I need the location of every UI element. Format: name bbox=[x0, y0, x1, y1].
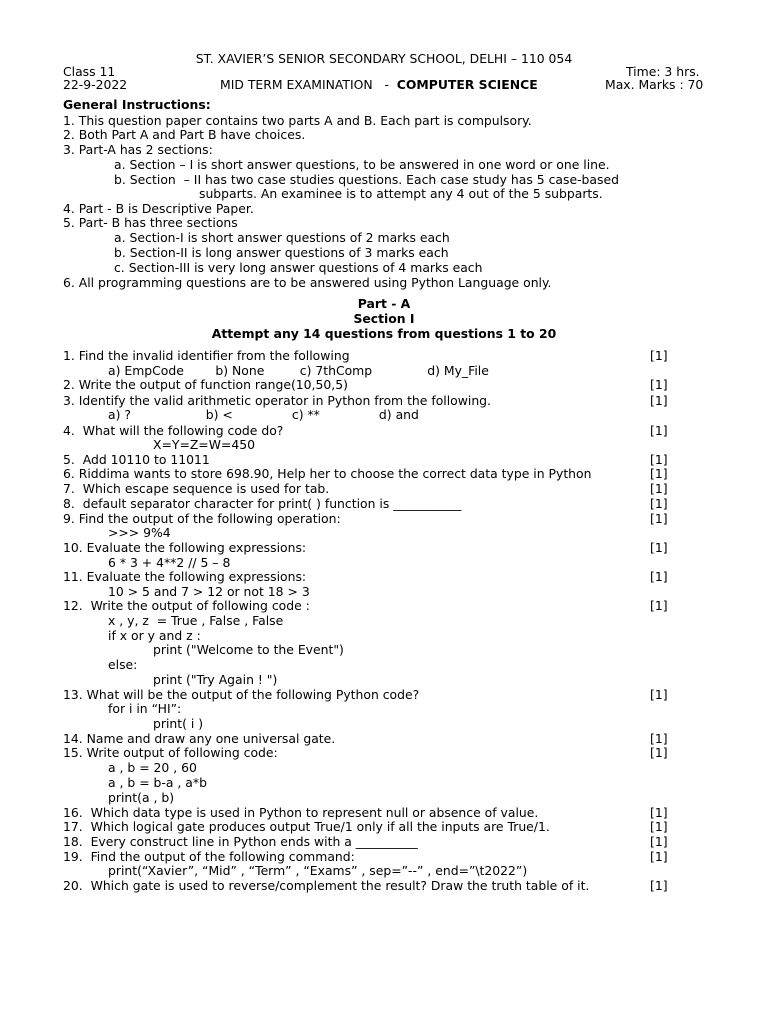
question-marks: [1] bbox=[650, 745, 668, 760]
question-text: 1. Find the invalid identifier from the following bbox=[63, 348, 350, 363]
question-code: else: bbox=[108, 657, 138, 672]
question-marks: [1] bbox=[650, 377, 668, 392]
instruction-line: b. Section – II has two case studies questions. Each case study has 5 case-based bbox=[114, 172, 619, 187]
instruction-line: 4. Part - B is Descriptive Paper. bbox=[63, 201, 254, 216]
question-code: print ("Try Again ! ") bbox=[153, 672, 278, 687]
question-marks: [1] bbox=[650, 878, 668, 893]
question-text: 15. Write output of following code: bbox=[63, 745, 278, 760]
question-options: a) EmpCode b) None c) 7thComp d) My_File bbox=[108, 363, 489, 378]
exam-subject: COMPUTER SCIENCE bbox=[396, 77, 538, 92]
instruction-line: 5. Part- B has three sections bbox=[63, 215, 238, 230]
question-text: 14. Name and draw any one universal gate. bbox=[63, 731, 336, 746]
exam-title bbox=[220, 78, 538, 92]
question-text: 11. Evaluate the following expressions: bbox=[63, 569, 307, 584]
instruction-line: 1. This question paper contains two parts A and B. Each part is compulsory. bbox=[63, 113, 532, 128]
question-code: print(a , b) bbox=[108, 790, 175, 805]
question-marks: [1] bbox=[650, 805, 668, 820]
question-marks: [1] bbox=[650, 569, 668, 584]
question-text: 19. Find the output of the following command: bbox=[63, 849, 355, 864]
question-code: 6 * 3 + 4**2 // 5 – 8 bbox=[108, 555, 231, 570]
question-marks: [1] bbox=[650, 849, 668, 864]
question-marks: [1] bbox=[650, 466, 668, 481]
question-code: x , y, z = True , False , False bbox=[108, 613, 284, 628]
question-code: >>> 9%4 bbox=[108, 525, 171, 540]
instruction-line: a. Section – I is short answer questions, to be answered in one word or one line. bbox=[114, 157, 610, 172]
question-marks: [1] bbox=[650, 481, 668, 496]
instruction-line: b. Section-II is long answer questions of 3 marks each bbox=[114, 245, 449, 260]
max-marks: Max. Marks : 70 bbox=[605, 77, 704, 92]
question-marks: [1] bbox=[650, 511, 668, 526]
question-code: 10 > 5 and 7 > 12 or not 18 > 3 bbox=[108, 584, 310, 599]
question-code: a , b = 20 , 60 bbox=[108, 760, 197, 775]
question-code: a , b = b-a , a*b bbox=[108, 775, 207, 790]
question-text: 2. Write the output of function range(10,50,5) bbox=[63, 377, 348, 392]
question-text: 6. Riddima wants to store 698.90, Help her to choose the correct data type in Python bbox=[63, 466, 592, 481]
question-marks: [1] bbox=[650, 834, 668, 849]
question-text: 12. Write the output of following code : bbox=[63, 598, 310, 613]
question-text: 7. Which escape sequence is used for tab. bbox=[63, 481, 330, 496]
question-marks: [1] bbox=[650, 598, 668, 613]
question-text: 3. Identify the valid arithmetic operator in Python from the following. bbox=[63, 393, 491, 408]
question-marks: [1] bbox=[650, 393, 668, 408]
question-marks: [1] bbox=[650, 731, 668, 746]
question-marks: [1] bbox=[650, 540, 668, 555]
question-code: X=Y=Z=W=450 bbox=[153, 437, 255, 452]
question-code: print( i ) bbox=[153, 716, 204, 731]
question-options: a) ? b) < c) ** d) and bbox=[108, 407, 419, 422]
section-title: Section I bbox=[353, 311, 415, 326]
question-text: 10. Evaluate the following expressions: bbox=[63, 540, 307, 555]
question-marks: [1] bbox=[650, 452, 668, 467]
question-code: for i in “HI”: bbox=[108, 701, 182, 716]
question-text: 5. Add 10110 to 11011 bbox=[63, 452, 210, 467]
instruction-line: subparts. An examinee is to attempt any 4 out of the 5 subparts. bbox=[199, 186, 603, 201]
section-instruction: Attempt any 14 questions from questions 1 to 20 bbox=[211, 326, 557, 341]
question-text: 4. What will the following code do? bbox=[63, 423, 284, 438]
question-marks: [1] bbox=[650, 496, 668, 511]
question-text: 17. Which logical gate produces output True/1 only if all the inputs are True/1. bbox=[63, 819, 550, 834]
question-code: if x or y and z : bbox=[108, 628, 201, 643]
question-marks: [1] bbox=[650, 423, 668, 438]
instruction-line: 6. All programming questions are to be answered using Python Language only. bbox=[63, 275, 552, 290]
part-title: Part - A bbox=[357, 296, 411, 311]
instruction-line: c. Section-III is very long answer questions of 4 marks each bbox=[114, 260, 483, 275]
question-text: 18. Every construct line in Python ends with a __________ bbox=[63, 834, 418, 849]
class-label: Class 11 bbox=[63, 64, 116, 79]
exam-prefix: MID TERM EXAMINATION - bbox=[220, 77, 397, 92]
question-text: 16. Which data type is used in Python to represent null or absence of value. bbox=[63, 805, 539, 820]
question-marks: [1] bbox=[650, 348, 668, 363]
question-marks: [1] bbox=[650, 687, 668, 702]
question-text: 20. Which gate is used to reverse/complement the result? Draw the truth table of it. bbox=[63, 878, 590, 893]
question-text: 8. default separator character for print( ) function is ___________ bbox=[63, 496, 462, 511]
question-code: print ("Welcome to the Event") bbox=[153, 642, 344, 657]
question-text: 13. What will be the output of the following Python code? bbox=[63, 687, 420, 702]
question-code: print(“Xavier”, “Mid” , “Term” , “Exams” , sep=”--” , end=”\t2022”) bbox=[108, 863, 528, 878]
instruction-line: a. Section-I is short answer questions of 2 marks each bbox=[114, 230, 450, 245]
question-marks: [1] bbox=[650, 819, 668, 834]
time-label: Time: 3 hrs. bbox=[626, 64, 700, 79]
exam-date: 22-9-2022 bbox=[63, 77, 128, 92]
instructions-title: General Instructions: bbox=[63, 97, 211, 112]
question-text: 9. Find the output of the following operation: bbox=[63, 511, 341, 526]
instruction-line: 3. Part-A has 2 sections: bbox=[63, 142, 213, 157]
instruction-line: 2. Both Part A and Part B have choices. bbox=[63, 127, 306, 142]
school-name: ST. XAVIER’S SENIOR SECONDARY SCHOOL, DELHI – 110 054 bbox=[195, 51, 573, 66]
